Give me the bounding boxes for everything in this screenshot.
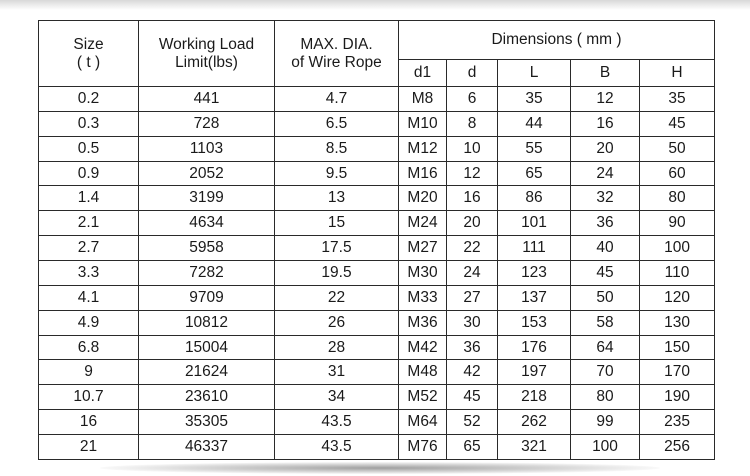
cell-l: 262 [498, 410, 571, 435]
cell-l: 44 [498, 111, 571, 136]
cell-h: 60 [640, 161, 715, 186]
cell-working-load: 4634 [139, 211, 275, 236]
table-row [39, 285, 715, 310]
cell-d1: M10 [399, 111, 447, 136]
cell-working-load: 5958 [139, 236, 275, 261]
cell-l: 176 [498, 335, 571, 360]
cell-b: 100 [571, 435, 640, 460]
cell-d1: M76 [399, 435, 447, 460]
cell-h: 110 [640, 261, 715, 286]
table-row [39, 335, 715, 360]
cell-max-dia: 22 [275, 285, 399, 310]
cell-b: 64 [571, 335, 640, 360]
cell-max-dia: 19.5 [275, 261, 399, 286]
table-row [39, 111, 715, 136]
header-max-dia-line1: MAX. DIA. [300, 35, 373, 53]
header-size-line1: Size [73, 35, 104, 53]
cell-max-dia: 6.5 [275, 111, 399, 136]
table-row [39, 236, 715, 261]
cell-l: 101 [498, 211, 571, 236]
cell-max-dia: 13 [275, 186, 399, 211]
cell-working-load: 441 [139, 87, 275, 112]
cell-d1: M48 [399, 360, 447, 385]
cell-size: 3.3 [39, 261, 139, 286]
cell-b: 16 [571, 111, 640, 136]
cell-working-load: 15004 [139, 335, 275, 360]
cell-size: 9 [39, 360, 139, 385]
cell-d1: M33 [399, 285, 447, 310]
header-working-load [139, 21, 275, 87]
cell-size: 0.2 [39, 87, 139, 112]
cell-max-dia: 26 [275, 310, 399, 335]
cell-d: 65 [447, 435, 498, 460]
header-size-line2: ( t ) [76, 53, 101, 71]
cell-d1: M27 [399, 236, 447, 261]
table-body [39, 87, 715, 460]
header-working-load-line2: Limit(lbs) [175, 53, 238, 71]
header-size [39, 21, 139, 87]
cell-max-dia: 9.5 [275, 161, 399, 186]
cell-d: 45 [447, 385, 498, 410]
cell-d: 52 [447, 410, 498, 435]
cell-d: 24 [447, 261, 498, 286]
cell-d: 27 [447, 285, 498, 310]
cell-max-dia: 15 [275, 211, 399, 236]
cell-working-load: 35305 [139, 410, 275, 435]
cell-max-dia: 8.5 [275, 136, 399, 161]
table-row [39, 186, 715, 211]
cell-d1: M8 [399, 87, 447, 112]
cell-d: 22 [447, 236, 498, 261]
cell-d1: M24 [399, 211, 447, 236]
cell-working-load: 9709 [139, 285, 275, 310]
table-row [39, 435, 715, 460]
cell-l: 123 [498, 261, 571, 286]
cell-b: 80 [571, 385, 640, 410]
cell-size: 16 [39, 410, 139, 435]
cell-l: 55 [498, 136, 571, 161]
cell-b: 99 [571, 410, 640, 435]
cell-working-load: 728 [139, 111, 275, 136]
cell-h: 80 [640, 186, 715, 211]
cell-h: 130 [640, 310, 715, 335]
cell-d1: M30 [399, 261, 447, 286]
cell-d1: M36 [399, 310, 447, 335]
cell-b: 36 [571, 211, 640, 236]
cell-d: 12 [447, 161, 498, 186]
table-row [39, 360, 715, 385]
cell-size: 21 [39, 435, 139, 460]
cell-b: 24 [571, 161, 640, 186]
cell-working-load: 2052 [139, 161, 275, 186]
table-row [39, 161, 715, 186]
cell-b: 50 [571, 285, 640, 310]
cell-working-load: 3199 [139, 186, 275, 211]
cell-l: 65 [498, 161, 571, 186]
cell-d1: M16 [399, 161, 447, 186]
table-row [39, 211, 715, 236]
table-row [39, 87, 715, 112]
cell-l: 153 [498, 310, 571, 335]
header-max-dia [275, 21, 399, 87]
cell-h: 100 [640, 236, 715, 261]
bottom-shadow [100, 462, 660, 474]
cell-size: 2.1 [39, 211, 139, 236]
header-b: B [571, 60, 640, 87]
cell-max-dia: 43.5 [275, 410, 399, 435]
cell-d1: M64 [399, 410, 447, 435]
cell-max-dia: 17.5 [275, 236, 399, 261]
table-row [39, 261, 715, 286]
cell-max-dia: 28 [275, 335, 399, 360]
cell-b: 40 [571, 236, 640, 261]
cell-h: 170 [640, 360, 715, 385]
cell-b: 58 [571, 310, 640, 335]
cell-working-load: 46337 [139, 435, 275, 460]
cell-h: 90 [640, 211, 715, 236]
cell-d: 30 [447, 310, 498, 335]
cell-working-load: 21624 [139, 360, 275, 385]
cell-size: 4.9 [39, 310, 139, 335]
cell-d: 42 [447, 360, 498, 385]
cell-working-load: 1103 [139, 136, 275, 161]
cell-d: 36 [447, 335, 498, 360]
cell-h: 190 [640, 385, 715, 410]
cell-max-dia: 43.5 [275, 435, 399, 460]
cell-d1: M42 [399, 335, 447, 360]
cell-d: 20 [447, 211, 498, 236]
cell-d: 16 [447, 186, 498, 211]
cell-max-dia: 4.7 [275, 87, 399, 112]
cell-max-dia: 34 [275, 385, 399, 410]
header-d: d [447, 60, 498, 87]
cell-size: 1.4 [39, 186, 139, 211]
header-l: L [498, 60, 571, 87]
cell-b: 70 [571, 360, 640, 385]
top-shadow [0, 0, 750, 10]
header-dimensions: Dimensions ( mm ) [399, 21, 715, 60]
cell-h: 50 [640, 136, 715, 161]
cell-l: 86 [498, 186, 571, 211]
table-header [39, 21, 715, 87]
cell-h: 120 [640, 285, 715, 310]
cell-d1: M20 [399, 186, 447, 211]
header-row-main [39, 21, 715, 60]
header-working-load-line1: Working Load [158, 35, 255, 53]
cell-max-dia: 31 [275, 360, 399, 385]
header-d1: d1 [399, 60, 447, 87]
table-row [39, 310, 715, 335]
table-row [39, 385, 715, 410]
cell-working-load: 7282 [139, 261, 275, 286]
cell-size: 10.7 [39, 385, 139, 410]
cell-d: 6 [447, 87, 498, 112]
cell-h: 235 [640, 410, 715, 435]
cell-l: 111 [498, 236, 571, 261]
cell-l: 35 [498, 87, 571, 112]
cell-b: 45 [571, 261, 640, 286]
cell-working-load: 23610 [139, 385, 275, 410]
cell-b: 12 [571, 87, 640, 112]
cell-d: 8 [447, 111, 498, 136]
cell-size: 2.7 [39, 236, 139, 261]
cell-d1: M12 [399, 136, 447, 161]
cell-d: 10 [447, 136, 498, 161]
cell-l: 321 [498, 435, 571, 460]
cell-size: 0.3 [39, 111, 139, 136]
cell-h: 256 [640, 435, 715, 460]
cell-h: 35 [640, 87, 715, 112]
cell-size: 0.9 [39, 161, 139, 186]
cell-b: 32 [571, 186, 640, 211]
cell-l: 218 [498, 385, 571, 410]
cell-h: 45 [640, 111, 715, 136]
table-row [39, 136, 715, 161]
cell-working-load: 10812 [139, 310, 275, 335]
cell-h: 150 [640, 335, 715, 360]
header-max-dia-line2: of Wire Rope [291, 53, 382, 71]
cell-d1: M52 [399, 385, 447, 410]
cell-l: 137 [498, 285, 571, 310]
specification-table [38, 20, 715, 460]
cell-l: 197 [498, 360, 571, 385]
cell-b: 20 [571, 136, 640, 161]
header-h: H [640, 60, 715, 87]
cell-size: 4.1 [39, 285, 139, 310]
table-row [39, 410, 715, 435]
cell-size: 6.8 [39, 335, 139, 360]
cell-size: 0.5 [39, 136, 139, 161]
